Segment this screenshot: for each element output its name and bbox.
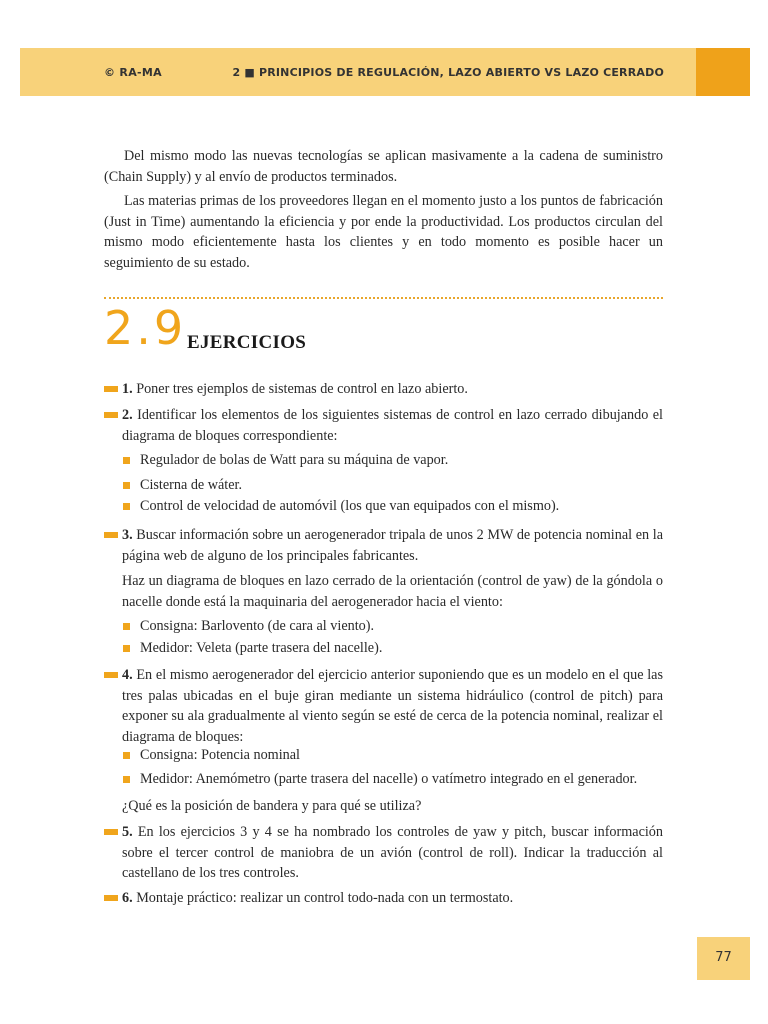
- intro-paragraph-2: Las materias primas de los proveedores llegan en el momento justo a los puntos de fabricación (Just in Time) aumentando la eficiencia y por ende la productividad. Los productos circulan del mismo modo eficientemente hasta los clientes y en todo momento es posible hacer un seguimiento de su estado.: [104, 193, 663, 271]
- exercise-3-bullet-1: Consigna: Barlovento (de cara al viento).: [140, 618, 375, 634]
- section-divider: [104, 297, 663, 299]
- exercise-3-instruction: Haz un diagrama de bloques en lazo cerrado de la orientación (control de yaw) de la góndola o nacelle donde está la maquinaria del aerogenerador hacia el viento:: [122, 573, 663, 610]
- exercise-3-bullet-2: Medidor: Veleta (parte trasera del nacelle).: [140, 640, 383, 656]
- exercise-marker: [104, 412, 118, 418]
- section-title: EJERCICIOS: [187, 332, 307, 353]
- header-publisher: © RA-MA: [104, 66, 162, 79]
- exercise-1: 1. Poner tres ejemplos de sistemas de control en lazo abierto.: [122, 381, 468, 397]
- exercise-marker: [104, 829, 118, 835]
- header-tab: [696, 48, 750, 96]
- bullet-marker: [123, 623, 130, 630]
- exercise-6: 6. Montaje práctico: realizar un control todo-nada con un termostato.: [122, 890, 514, 906]
- bullet-marker: [123, 752, 130, 759]
- bullet-marker: [123, 503, 130, 510]
- bullet-marker: [123, 776, 130, 783]
- exercise-2: 2. Identificar los elementos de los siguientes sistemas de control en lazo cerrado dibujando el diagrama de bloques correspondiente:: [122, 407, 663, 444]
- section-number: 2.9: [104, 301, 187, 355]
- exercise-2-bullet-1: Regulador de bolas de Watt para su máquina de vapor.: [140, 452, 449, 468]
- exercise-4: 4. En el mismo aerogenerador del ejercicio anterior suponiendo que es un modelo en el que las tres palas ubicadas en el buje giran mediante un sistema hidráulico (control de pitch) para exponer su ala gradualmente al viento según se esté de cerca de la potencia nominal, realizar el diagrama de bloques:: [122, 667, 663, 745]
- exercise-2-bullet-2: Cisterna de wáter.: [140, 477, 243, 493]
- exercise-3: 3. Buscar información sobre un aerogenerador tripala de unos 2 MW de potencia nominal en la página web de alguno de los principales fabricantes.: [122, 527, 663, 564]
- bullet-marker: [123, 457, 130, 464]
- page-number: 77: [715, 950, 732, 965]
- bullet-marker: [123, 482, 130, 489]
- exercise-2-bullet-3: Control de velocidad de automóvil (los que van equipados con el mismo).: [140, 498, 560, 514]
- exercise-4-bullet-1: Consigna: Potencia nominal: [140, 747, 300, 763]
- header-chapter-title: 2 ■ PRINCIPIOS DE REGULACIÓN, LAZO ABIERTO VS LAZO CERRADO: [232, 66, 664, 79]
- exercise-marker: [104, 532, 118, 538]
- exercise-5: 5. En los ejercicios 3 y 4 se ha nombrado los controles de yaw y pitch, buscar información sobre el tercer control de maniobra de un avión (control de roll). Indicar la traducción al castellano de los tres controles.: [122, 824, 663, 881]
- exercise-4-question: ¿Qué es la posición de bandera y para qué se utiliza?: [122, 798, 422, 814]
- exercise-marker: [104, 386, 118, 392]
- exercise-marker: [104, 895, 118, 901]
- bullet-marker: [123, 645, 130, 652]
- exercise-4-bullet-2: Medidor: Anemómetro (parte trasera del nacelle) o vatímetro integrado en el generador.: [140, 771, 638, 787]
- exercise-marker: [104, 672, 118, 678]
- intro-paragraph-1: Del mismo modo las nuevas tecnologías se aplican masivamente a la cadena de suministro (Chain Supply) y al envío de productos terminados.: [104, 148, 663, 185]
